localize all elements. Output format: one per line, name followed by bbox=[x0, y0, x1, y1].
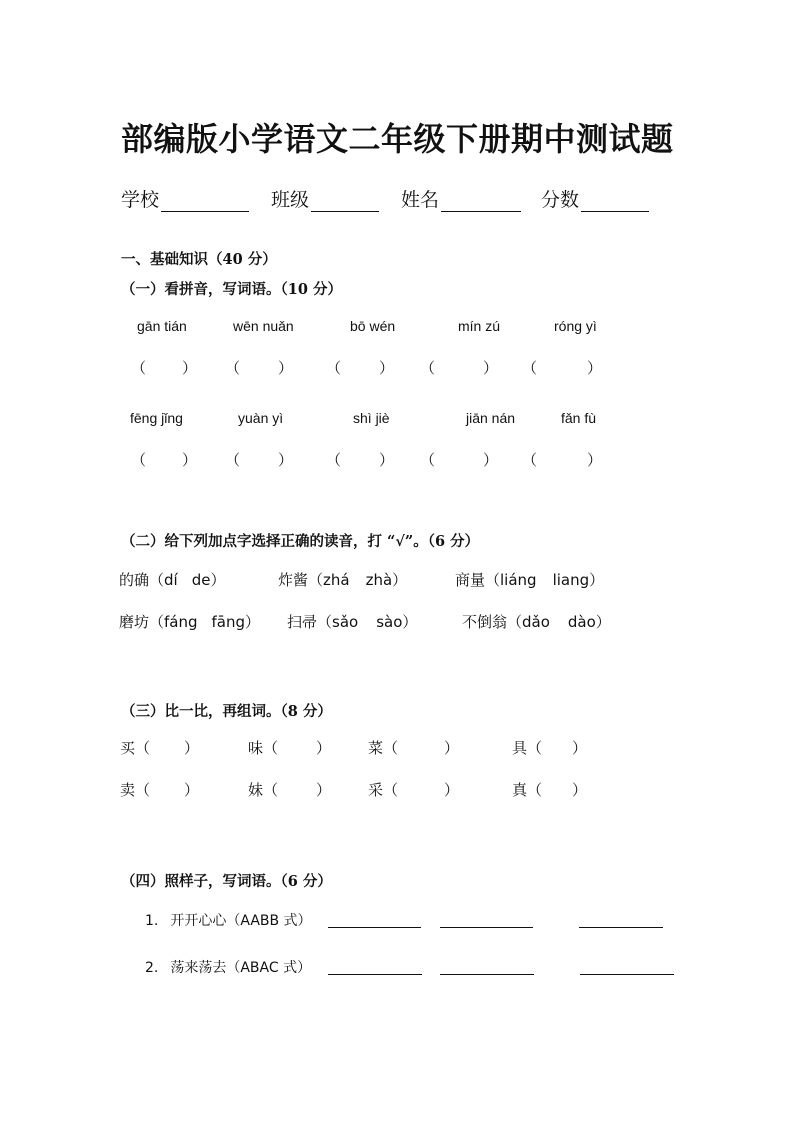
compare-item[interactable]: 具（ ） bbox=[512, 739, 588, 757]
class-field[interactable] bbox=[271, 185, 379, 212]
page-title: 部编版小学语文二年级下册期中测试题 bbox=[121, 120, 674, 158]
compare-item[interactable]: 采（ ） bbox=[368, 781, 460, 799]
example-item bbox=[145, 957, 311, 977]
compare-item[interactable]: 菜（ ） bbox=[368, 739, 460, 757]
reading-item[interactable] bbox=[278, 569, 407, 590]
pinyin-item: jiān nán bbox=[466, 410, 516, 426]
reading-option[interactable]: 的确（dí bbox=[119, 571, 178, 589]
pinyin-item: fǎn fù bbox=[561, 410, 597, 426]
answer-blank[interactable] bbox=[579, 911, 663, 928]
reading-option[interactable]: zhà） bbox=[365, 571, 408, 589]
compare-item[interactable]: 买（ ） bbox=[120, 739, 200, 757]
answer-box[interactable]: （ ） bbox=[225, 452, 294, 469]
answer-blank[interactable] bbox=[580, 958, 674, 975]
reading-option[interactable]: 磨坊（fáng bbox=[119, 613, 198, 631]
compare-char: 味 bbox=[248, 739, 264, 757]
pinyin-item: yuàn yì bbox=[238, 410, 284, 426]
reading-item[interactable] bbox=[455, 569, 604, 590]
name-field[interactable] bbox=[401, 185, 521, 212]
reading-item[interactable] bbox=[287, 611, 417, 632]
pinyin-item: mín zú bbox=[458, 318, 501, 334]
example-text: 荡来荡去（ABAC 式） bbox=[170, 960, 312, 976]
reading-option[interactable]: 扫帚（sǎo bbox=[287, 613, 359, 631]
answer-box[interactable]: （ ） bbox=[420, 360, 499, 377]
answer-box[interactable]: （ ） bbox=[131, 452, 198, 469]
compare-char: 买 bbox=[120, 739, 136, 757]
pinyin-item: wēn nuǎn bbox=[233, 318, 294, 334]
answer-box[interactable]: （ ） bbox=[522, 452, 603, 469]
compare-item[interactable]: 真（ ） bbox=[512, 781, 588, 799]
class-blank[interactable] bbox=[311, 191, 379, 212]
score-label: 分数 bbox=[541, 189, 580, 211]
answer-blank[interactable] bbox=[440, 911, 533, 928]
name-label: 姓名 bbox=[401, 189, 440, 211]
part1-heading: （一）看拼音，写词语。（10 分） bbox=[121, 281, 342, 298]
compare-char: 真 bbox=[512, 781, 528, 799]
example-item bbox=[145, 910, 312, 930]
reading-option[interactable]: 炸酱（zhá bbox=[278, 571, 350, 589]
reading-option[interactable]: dào） bbox=[567, 613, 611, 631]
reading-option[interactable]: 商量（liáng bbox=[455, 571, 537, 589]
name-blank[interactable] bbox=[441, 191, 521, 212]
reading-option[interactable]: 不倒翁（dǎo bbox=[462, 613, 550, 631]
item-number: 1. bbox=[145, 913, 159, 929]
answer-blank[interactable] bbox=[328, 958, 422, 975]
compare-char: 卖 bbox=[120, 781, 136, 799]
part2-heading: （二）给下列加点字选择正确的读音，打 “√”。（6 分） bbox=[121, 533, 480, 550]
answer-blank[interactable] bbox=[440, 958, 534, 975]
example-text: 开开心心（AABB 式） bbox=[170, 913, 312, 929]
section-heading: 一、基础知识（40 分） bbox=[121, 251, 277, 268]
answer-box[interactable]: （ ） bbox=[522, 360, 603, 377]
reading-option[interactable]: sào） bbox=[376, 613, 418, 631]
answer-blank[interactable] bbox=[328, 911, 421, 928]
class-label: 班级 bbox=[271, 189, 310, 211]
compare-item[interactable]: 卖（ ） bbox=[120, 781, 200, 799]
reading-option[interactable]: de） bbox=[191, 571, 226, 589]
reading-item[interactable] bbox=[119, 569, 225, 590]
school-field[interactable] bbox=[121, 185, 249, 212]
school-label: 学校 bbox=[121, 189, 160, 211]
item-number: 2. bbox=[145, 960, 159, 976]
reading-item[interactable] bbox=[462, 611, 611, 632]
compare-item[interactable]: 妹（ ） bbox=[248, 781, 332, 799]
score-blank[interactable] bbox=[581, 191, 649, 212]
part4-heading: （四）照样子，写词语。（6 分） bbox=[121, 873, 332, 890]
compare-char: 具 bbox=[512, 739, 528, 757]
pinyin-item: bō wén bbox=[350, 318, 396, 334]
answer-box[interactable]: （ ） bbox=[131, 360, 198, 377]
score-field[interactable] bbox=[541, 185, 649, 212]
pinyin-item: róng yì bbox=[554, 318, 597, 334]
pinyin-item: gān tián bbox=[137, 318, 187, 334]
pinyin-item: fēng jǐng bbox=[130, 410, 183, 426]
answer-box[interactable]: （ ） bbox=[326, 452, 395, 469]
answer-box[interactable]: （ ） bbox=[225, 360, 294, 377]
compare-char: 采 bbox=[368, 781, 384, 799]
school-blank[interactable] bbox=[161, 191, 249, 212]
pinyin-item: shì jiè bbox=[353, 410, 390, 426]
part3-heading: （三）比一比，再组词。（8 分） bbox=[121, 703, 332, 720]
compare-char: 妹 bbox=[248, 781, 264, 799]
answer-box[interactable]: （ ） bbox=[420, 452, 499, 469]
compare-char: 菜 bbox=[368, 739, 384, 757]
answer-box[interactable]: （ ） bbox=[326, 360, 395, 377]
reading-item[interactable] bbox=[119, 611, 260, 632]
reading-option[interactable]: fāng） bbox=[211, 613, 261, 631]
reading-option[interactable]: liang） bbox=[552, 571, 605, 589]
compare-item[interactable]: 味（ ） bbox=[248, 739, 332, 757]
